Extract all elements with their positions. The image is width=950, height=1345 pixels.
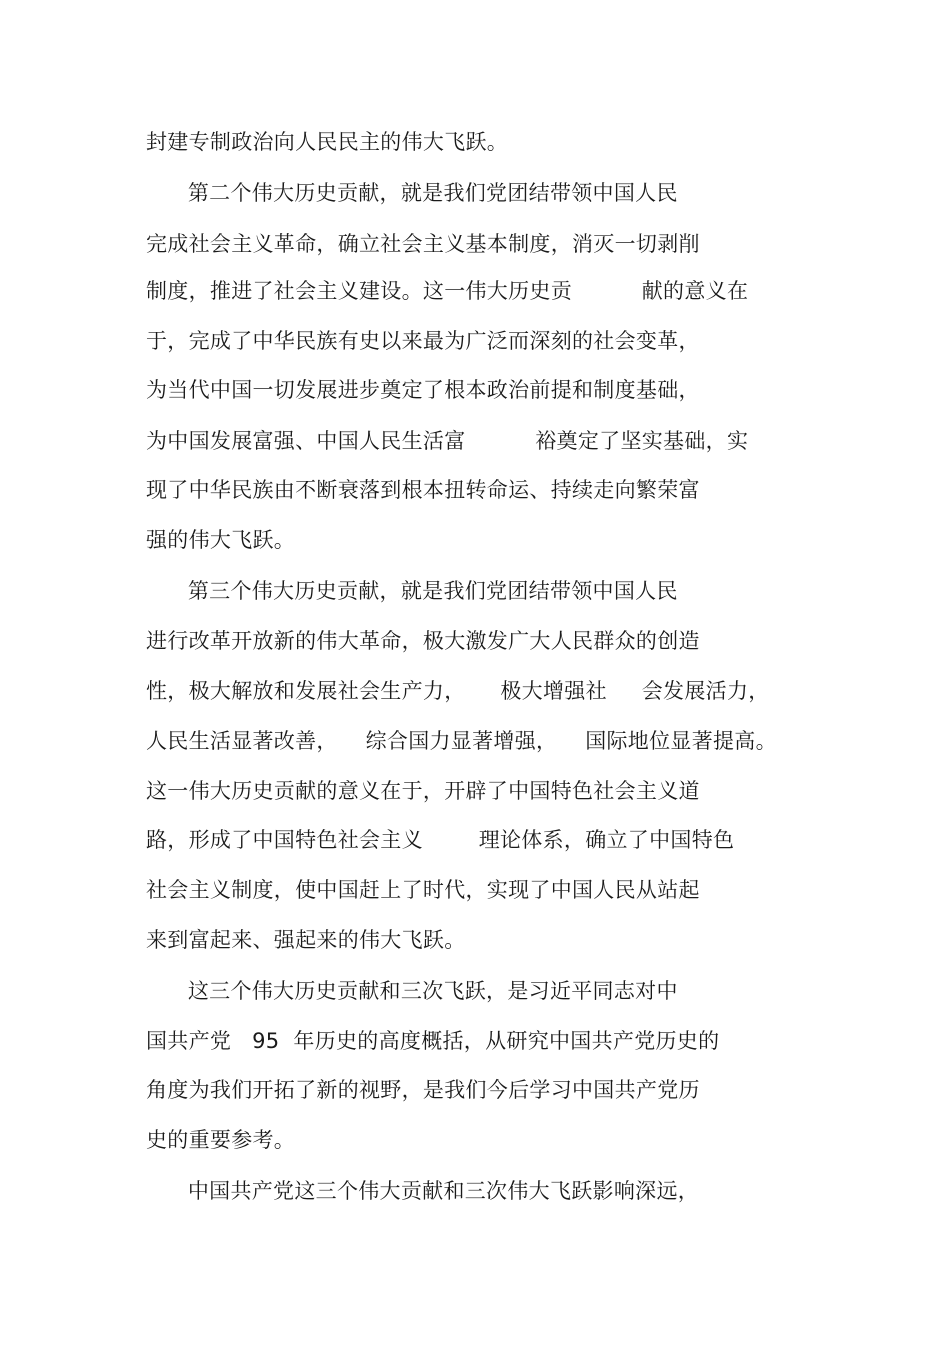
text-line: 人民生活显著改善， 综合国力显著增强， 国际地位显著提高。: [146, 729, 777, 753]
text-line: 第二个伟大历史贡献，就是我们党团结带领中国人民: [146, 181, 678, 205]
text-line: 于，完成了中华民族有史以来最为广泛而深刻的社会变革，: [146, 329, 700, 353]
text-line: 这三个伟大历史贡献和三次飞跃，是习近平同志对中: [146, 979, 678, 1003]
text-line: 路，形成了中国特色社会主义 理论体系，确立了中国特色: [146, 828, 735, 852]
text-line: 中国共产党这三个伟大贡献和三次伟大飞跃影响深远，: [146, 1179, 700, 1203]
text-line: 社会主义制度，使中国赶上了时代，实现了中国人民从站起: [146, 878, 700, 902]
text-line: 国共产党 95 年历史的高度概括，从研究中国共产党历史的: [146, 1029, 720, 1053]
text-line: 完成社会主义革命，确立社会主义基本制度，消灭一切剥削: [146, 232, 700, 256]
text-line: 封建专制政治向人民民主的伟大飞跃。: [146, 130, 509, 154]
text-line: 史的重要参考。: [146, 1128, 296, 1152]
text-line: 进行改革开放新的伟大革命，极大激发广大人民群众的创造: [146, 629, 700, 653]
text-line: 现了中华民族由不断衰落到根本扭转命运、持续走向繁荣富: [146, 478, 700, 502]
text-line: 为中国发展富强、中国人民生活富 裕奠定了坚实基础，实: [146, 429, 749, 453]
text-line: 强的伟大飞跃。: [146, 528, 296, 552]
text-line: 角度为我们开拓了新的视野，是我们今后学习中国共产党历: [146, 1078, 700, 1102]
text-line: 第三个伟大历史贡献，就是我们党团结带领中国人民: [146, 579, 678, 603]
text-line: 制度，推进了社会主义建设。这一伟大历史贡 献的意义在: [146, 279, 749, 303]
text-line: 这一伟大历史贡献的意义在于，开辟了中国特色社会主义道: [146, 779, 700, 803]
text-line: 为当代中国一切发展进步奠定了根本政治前提和制度基础，: [146, 378, 700, 402]
text-line: 来到富起来、强起来的伟大飞跃。: [146, 928, 466, 952]
text-line: 性，极大解放和发展社会生产力， 极大增强社 会发展活力，: [146, 679, 770, 703]
